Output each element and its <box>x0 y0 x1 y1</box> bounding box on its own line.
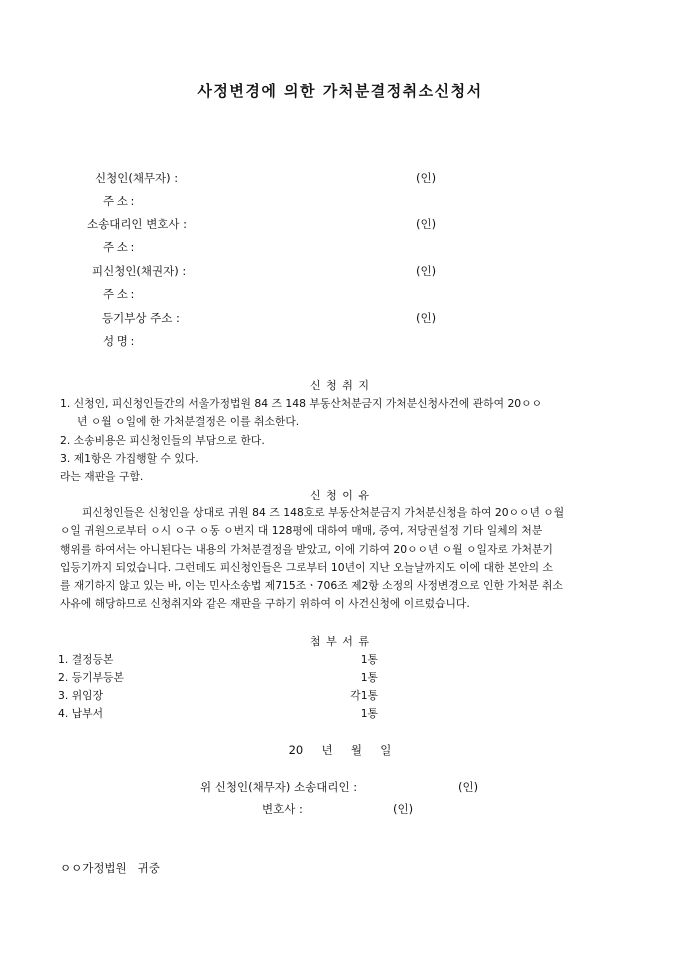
reason-body <box>60 504 630 614</box>
date-line: 20 년 월 일 <box>288 743 392 757</box>
respondent-label: 피신청인(채권자) : <box>92 264 187 278</box>
purpose-item: 라는 재판을 구함. <box>60 470 144 484</box>
applicant-seal: (인) <box>416 171 437 185</box>
attorney-label: 소송대리인 변호사 : <box>87 217 188 231</box>
attachments-heading: 첨 부 서 류 <box>310 635 370 648</box>
purpose-item: 1. 신청인, 피신청인들간의 서울가정법원 84 즈 148 부동산처분금지 가처분신청사건에 관하여 20ㅇㅇ <box>60 397 543 410</box>
attachment-label: 1. 결정등본 <box>58 653 114 666</box>
signature-line1-seal: (인) <box>458 780 479 794</box>
reason-line: 사유에 해당하므로 신청취지와 같은 재판을 구하기 위하여 이 사건신청에 이르렀습니다. <box>60 597 470 611</box>
name-label: 성 명 : <box>103 334 135 348</box>
document-title: 사정변경에 의한 가처분결정취소신청서 <box>197 82 483 100</box>
respondent-address-label: 주 소 : <box>103 287 135 301</box>
purpose-item: 년 ㅇ월 ㅇ일에 한 가처분결정은 이를 취소한다. <box>77 415 300 429</box>
signature-line2-label: 변호사 : <box>262 802 303 816</box>
reason-line: 를 재기하지 않고 있는 바, 이는 민사소송법 제715조ㆍ706조 제2항 소정의 사정변경으로 인한 가처분 취소 <box>60 579 563 593</box>
attachment-label: 4. 납부서 <box>58 707 104 720</box>
court-recipient: ㅇㅇ가정법원 귀중 <box>60 861 160 875</box>
purpose-body <box>60 395 630 486</box>
applicant-address-label: 주 소 : <box>103 194 135 208</box>
purpose-item: 2. 소송비용은 피신청인들의 부담으로 한다. <box>60 433 265 447</box>
respondent-seal: (인) <box>416 264 437 278</box>
attachment-qty: 1통 <box>360 653 378 666</box>
attachment-qty: 1통 <box>360 671 378 684</box>
signature-line1-label: 위 신청인(채무자) 소송대리인 : <box>200 780 358 794</box>
attachment-row <box>58 688 378 705</box>
purpose-item: 3. 제1항은 가집행할 수 있다. <box>60 451 199 465</box>
attachment-qty: 각1통 <box>350 689 378 702</box>
attachment-label: 2. 등기부등본 <box>58 671 124 684</box>
attachment-row <box>58 652 378 669</box>
registry-seal: (인) <box>416 311 437 325</box>
reason-line: 피신청인들은 신청인을 상대로 귀원 84 즈 148호로 부동산처분금지 가처분신청을 하여 20ㅇㅇ년 ㅇ월 <box>82 506 565 519</box>
attorney-address-label: 주 소 : <box>103 240 135 254</box>
applicant-label: 신청인(채무자) : <box>95 171 179 185</box>
purpose-heading: 신 청 취 지 <box>310 379 370 392</box>
registry-address-label: 등기부상 주소 : <box>102 311 180 325</box>
reason-line: ㅇ일 귀원으로부터 ㅇ시 ㅇ구 ㅇ동 ㅇ번지 대 128평에 대하여 매매, 증여, 저당권설정 기타 일체의 처분 <box>60 524 543 538</box>
attachment-row <box>58 706 378 723</box>
reason-line: 행위를 하여서는 아니된다는 내용의 가처분결정을 받았고, 이에 기하여 20ㅇㅇ년 ㅇ월 ㅇ일자로 가처분기 <box>60 542 553 556</box>
attachment-label: 3. 위임장 <box>58 689 104 702</box>
reason-line: 입등기까지 되었습니다. 그런데도 피신청인들은 그로부터 10년이 지난 오늘날까지도 이에 대한 본안의 소 <box>60 560 553 574</box>
attachment-qty: 1통 <box>360 707 378 720</box>
reason-heading: 신 청 이 유 <box>310 489 370 502</box>
signature-line2-seal: (인) <box>393 802 414 816</box>
attachment-row <box>58 670 378 687</box>
attorney-seal: (인) <box>416 217 437 231</box>
